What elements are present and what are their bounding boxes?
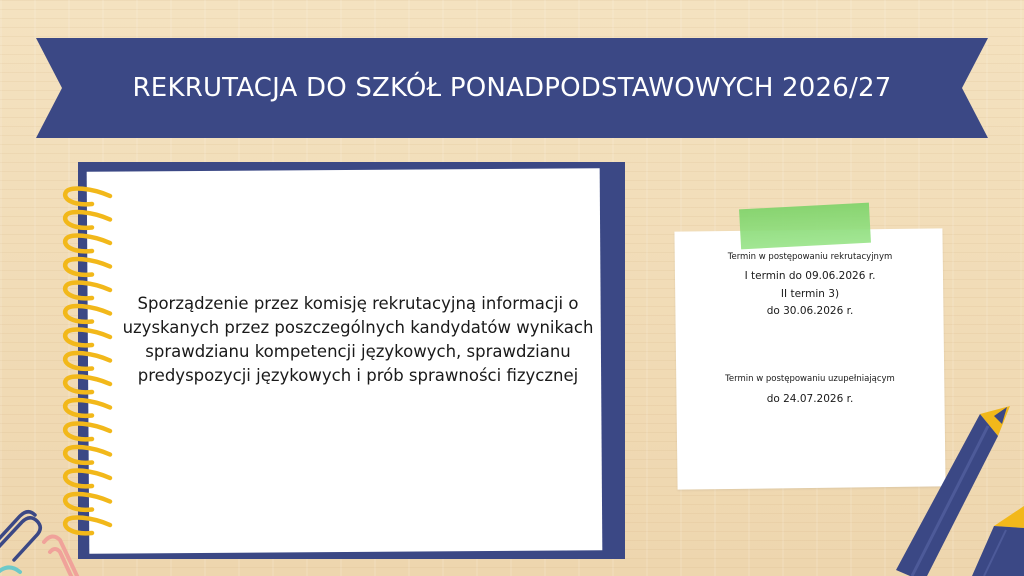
pencil-icon xyxy=(880,400,1024,576)
note-termin-uzupelniajacy: do 24.07.2026 r. xyxy=(766,393,854,405)
spiral-ring xyxy=(65,236,110,252)
spiral-ring xyxy=(65,283,110,299)
note-termin-2-label: II termin 3) xyxy=(780,288,840,300)
spiral-ring xyxy=(65,189,110,205)
note-termin-1: I termin do 09.06.2026 r. xyxy=(744,270,876,282)
spiral-ring xyxy=(65,330,110,346)
spiral-ring xyxy=(65,353,110,369)
spiral-ring xyxy=(65,377,110,393)
paperclip-icon xyxy=(0,482,90,576)
tape-strip xyxy=(739,203,871,250)
spiral-ring xyxy=(65,447,110,463)
note-termin-2-date: do 30.06.2026 r. xyxy=(766,305,854,317)
page-title: REKRUTACJA DO SZKÓŁ PONADPODSTAWOWYCH 2026/27 xyxy=(132,73,892,103)
note-heading-uzupelniajace: Termin w postępowaniu uzupełniającym xyxy=(725,374,895,384)
spiral-ring xyxy=(65,259,110,275)
note-heading-rekrutacyjne: Termin w postępowaniu rekrutacyjnym xyxy=(727,252,893,262)
notebook-text: Sporządzenie przez komisję rekrutacyjną informacji o uzyskanych przez poszczególnych kandydatów wynikach sprawdzianu kompetencji językowych, sprawdzianu predyspozycji językowych i prób sprawności fizycznej xyxy=(122,294,594,385)
spiral-ring xyxy=(65,424,110,440)
spiral-ring xyxy=(65,212,110,228)
title-banner xyxy=(36,38,988,138)
spiral-ring xyxy=(65,306,110,322)
spiral-ring xyxy=(65,400,110,416)
